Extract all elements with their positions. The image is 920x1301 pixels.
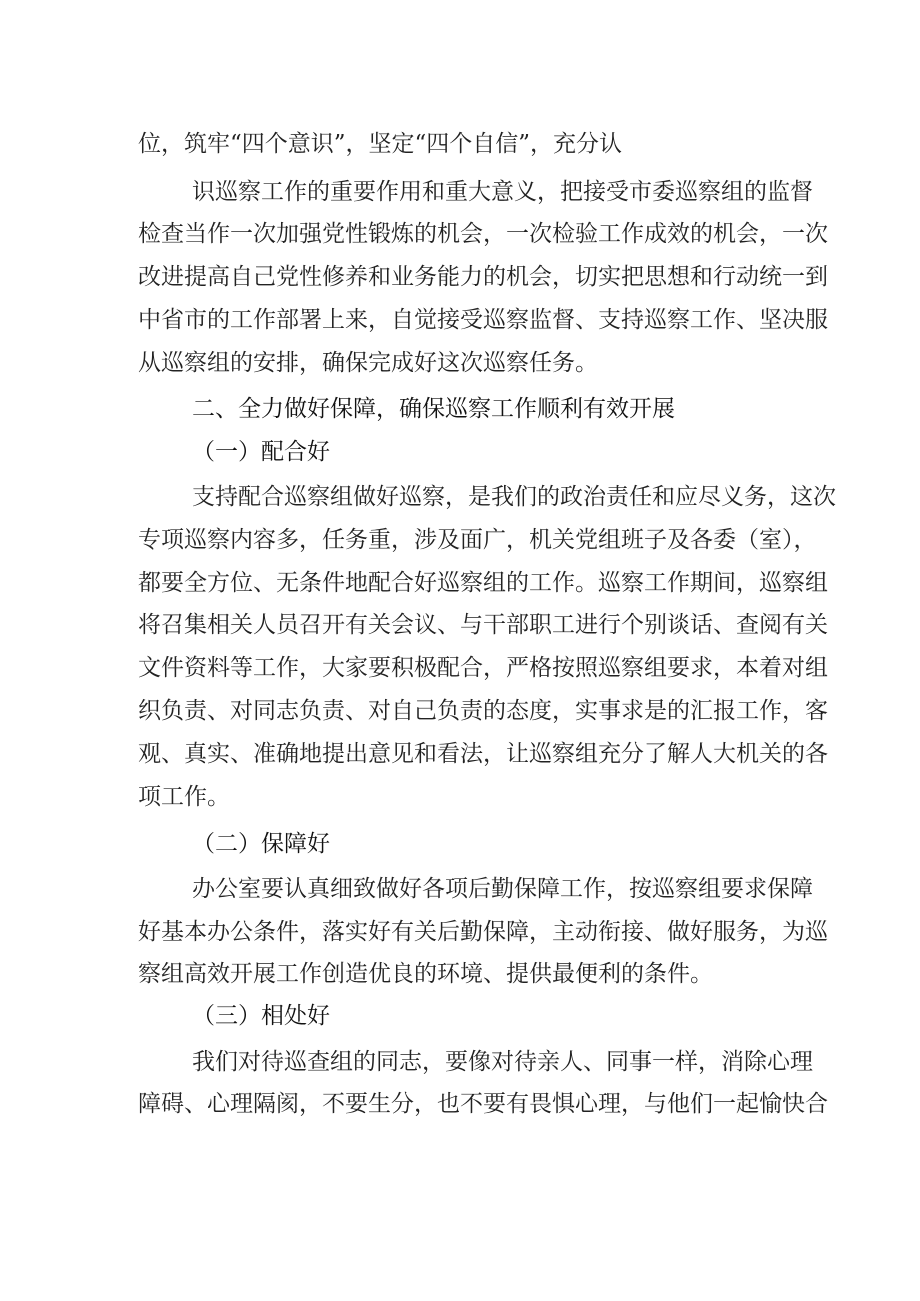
subsection-heading: （三）相处好 [192, 1003, 330, 1029]
paragraph-line: 障碍、心理隔阂，不要生分，也不要有畏惧心理，与他们一起愉快合 [138, 1091, 828, 1117]
paragraph-line: 观、真实、准确地提出意见和看法，让巡察组充分了解人大机关的各 [138, 741, 828, 767]
paragraph-line: 我们对待巡查组的同志，要像对待亲人、同事一样，消除心理 [192, 1049, 813, 1075]
paragraph-line: 都要全方位、无条件地配合好巡察组的工作。巡察工作期间，巡察组 [138, 570, 828, 596]
subsection-heading: （二）保障好 [192, 831, 330, 857]
paragraph-line: 支持配合巡察组做好巡察，是我们的政治责任和应尽义务，这次 [192, 484, 836, 510]
paragraph-line: 将召集相关人员召开有关会议、与干部职工进行个别谈话、查阅有关 [138, 612, 828, 638]
paragraph-line: 项工作。 [138, 784, 230, 810]
paragraph-line: 中省市的工作部署上来，自觉接受巡察监督、支持巡察工作、坚决服 [138, 307, 828, 333]
subsection-heading: （一）配合好 [192, 439, 330, 465]
paragraph-line: 位，筑牢“四个意识”，坚定“四个自信”，充分认 [138, 131, 623, 157]
paragraph-line: 识巡察工作的重要作用和重大意义，把接受市委巡察组的监督 [192, 179, 813, 205]
section-heading: 二、全力做好保障，确保巡察工作顺利有效开展 [192, 396, 675, 422]
paragraph-line: 好基本办公条件，落实好有关后勤保障，主动衔接、做好服务，为巡 [138, 919, 828, 945]
paragraph-line: 检查当作一次加强党性锻炼的机会，一次检验工作成效的机会，一次 [138, 221, 828, 247]
paragraph-line: 察组高效开展工作创造优良的环境、提供最便利的条件。 [138, 961, 713, 987]
paragraph-line: 办公室要认真细致做好各项后勤保障工作，按巡察组要求保障 [192, 876, 813, 902]
paragraph-line: 专项巡察内容多，任务重，涉及面广，机关党组班子及各委（室）， [138, 527, 817, 553]
paragraph-line: 织负责、对同志负责、对自己负责的态度，实事求是的汇报工作，客 [138, 698, 828, 724]
paragraph-line: 文件资料等工作，大家要积极配合，严格按照巡察组要求，本着对组 [138, 655, 828, 681]
paragraph-line: 从巡察组的安排，确保完成好这次巡察任务。 [138, 350, 598, 376]
paragraph-line: 改进提高自己党性修养和业务能力的机会，切实把思想和行动统一到 [138, 264, 828, 290]
